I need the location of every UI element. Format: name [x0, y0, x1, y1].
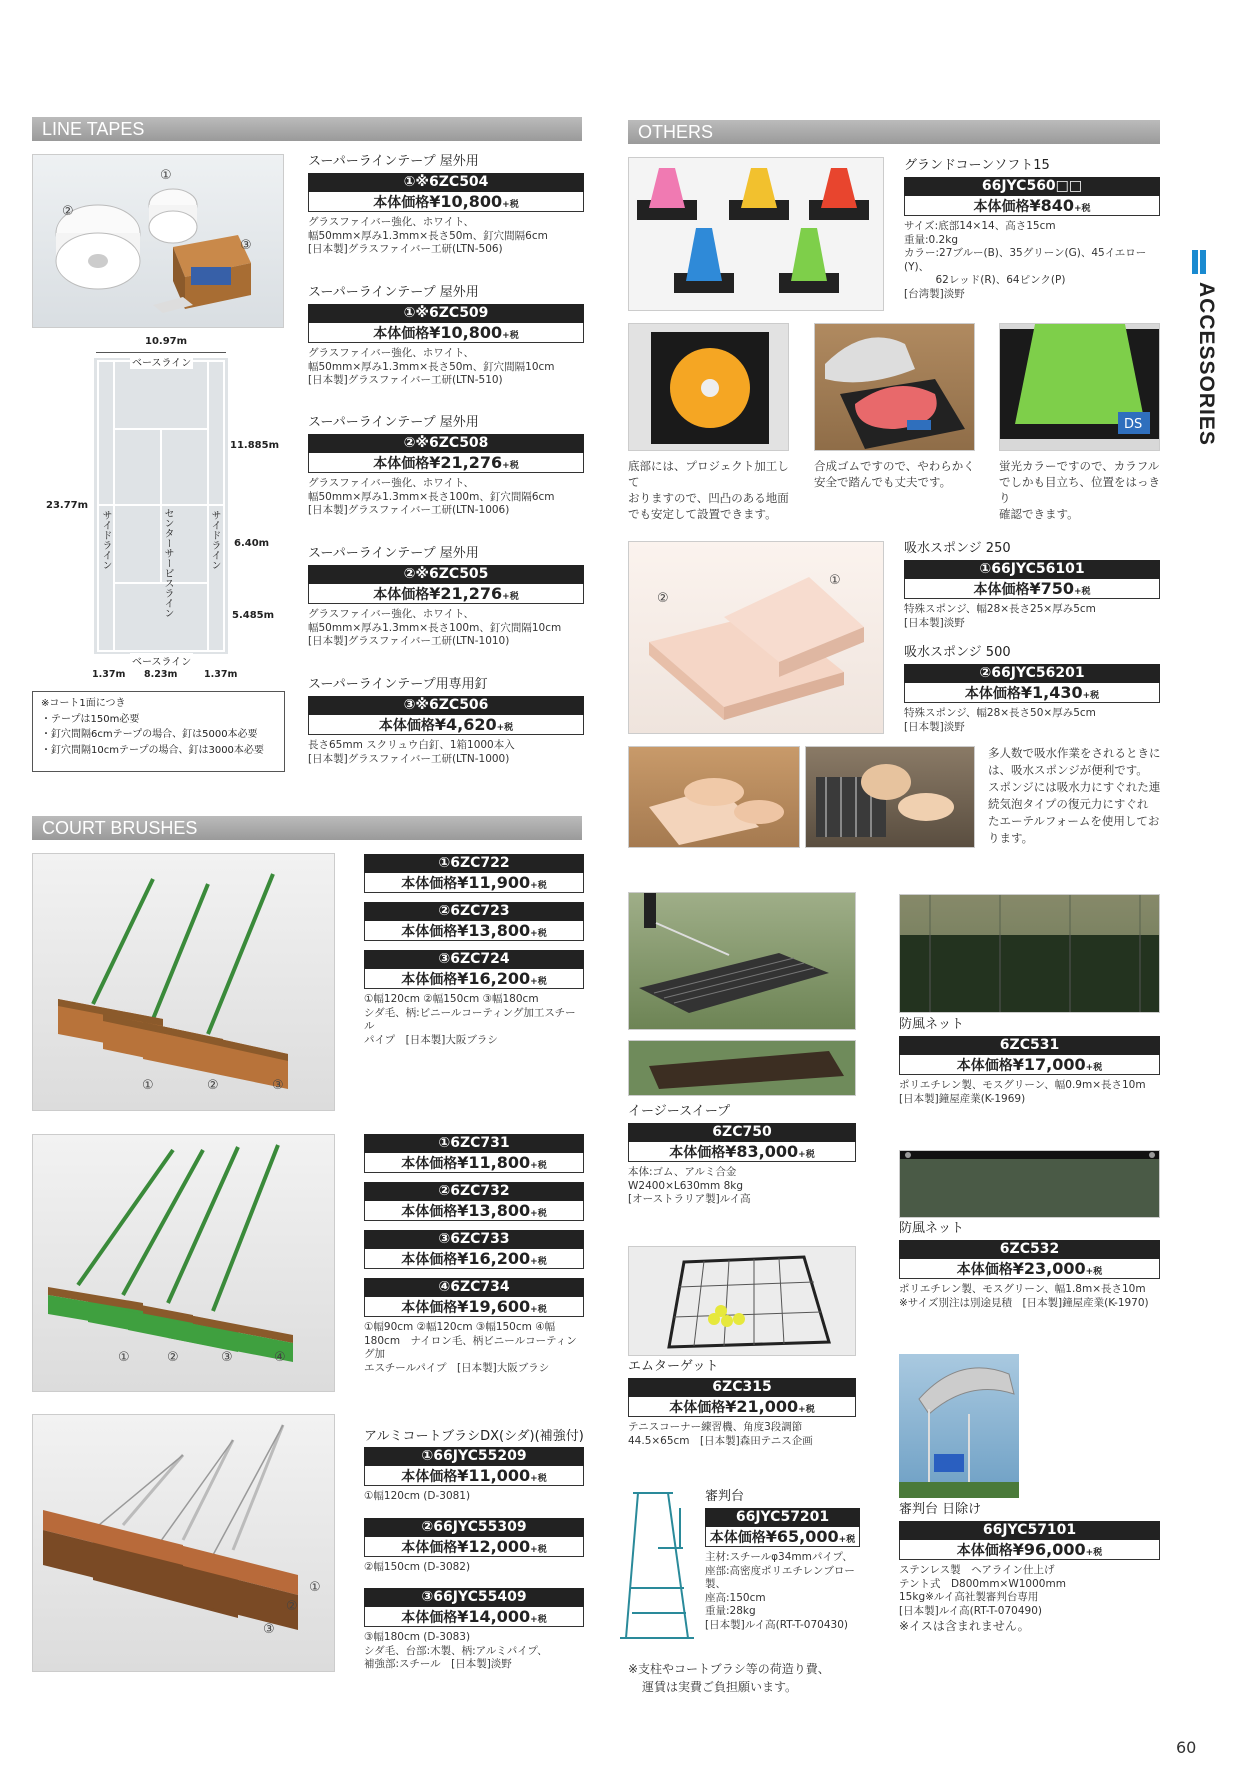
- product-price: 本体価格¥21,276+税: [308, 453, 584, 473]
- sponge-photo: [628, 541, 884, 734]
- cone-product: [904, 157, 1160, 301]
- brush1-label-1: ①: [142, 1078, 154, 1093]
- court-baseline-top: ベースライン: [130, 354, 193, 369]
- brush-photo-3: [32, 1414, 335, 1672]
- page-number: 60: [1176, 1738, 1197, 1757]
- product-code: ①※6ZC504: [308, 173, 584, 192]
- product-code: ②※6ZC508: [308, 434, 584, 453]
- brush2-label-2: ②: [167, 1350, 179, 1365]
- cone-caption-3: 蛍光カラーですので、カラフル でしかも目立ち、位置をはっきり 確認できます。: [999, 459, 1160, 521]
- line-tape-product-3: [308, 414, 584, 518]
- tab-marker-icon: [1192, 250, 1206, 274]
- product-desc: グラスファイバー強化、ホワイト、 幅50mm×厚み1.3mm×長さ50m、釘穴間隔6cm [日本製]グラスファイバー工研(LTN-506): [308, 216, 548, 255]
- sponge-label-1: ①: [829, 573, 841, 588]
- sweep-detail-photo: [628, 1040, 856, 1096]
- side-tab-label: ACCESSORIES: [1195, 282, 1218, 446]
- brush3-label-1: ①: [309, 1580, 321, 1595]
- brush-group3-prices: アルミコートブラシDX(シダ)(補強付) ①66JYC55209 本体価格¥11,000+税 ①幅120cm (D-3081) ②66JYC55309 本体価格¥12,000+税 ②幅150cm (D-3082) ③66JYC55409 本体価格¥14,000+税 ③幅180cm (D-3083) シダ毛、台部:木製、柄:アルミパイプ、 補強部:スチール [日本製]淡野: [364, 1429, 584, 1670]
- cone-caption-2: 合成ゴムですので、やわらかく 安全で踏んでも丈夫です。: [814, 459, 975, 489]
- product-code: ①※6ZC509: [308, 304, 584, 323]
- product-title: スーパーラインテープ 屋外用: [308, 154, 479, 169]
- brush2-label-3: ③: [221, 1350, 233, 1365]
- photo-label-2: ②: [62, 204, 74, 219]
- net-1-product: 防風ネット 6ZC531 本体価格¥17,000+税 ポリエチレン製、モスグリーン、幅0.9m×長さ10m [日本製]鐘屋産業(K-1969): [899, 1016, 1160, 1106]
- line-tape-product-4: [308, 545, 584, 649]
- brush-group2-prices: ①6ZC731 本体価格¥11,800+税 ②6ZC732 本体価格¥13,800+税 ③6ZC733 本体価格¥16,200+税 ④6ZC734 本体価格¥19,600+税 ①幅90cm ②幅120cm ③幅150cm ④幅 180cm ナイロン毛、柄ビニールコーティング加 エスチールパイプ [日本製]大阪ブラシ: [364, 1134, 584, 1375]
- net-2-photo: [899, 1150, 1160, 1218]
- product-code: 66JYC560□□: [904, 177, 1160, 196]
- court-bottom-2: 8.23m: [144, 669, 178, 680]
- product-code: ②※6ZC505: [308, 565, 584, 584]
- shipping-footnote: ※支柱やコートブラシ等の荷造り費、 運賃は実費ご負担願います。: [628, 1662, 830, 1694]
- product-desc: グラスファイバー強化、ホワイト、 幅50mm×厚み1.3mm×長さ100m、釘穴間隔6cm [日本製]グラスファイバー工研(LTN-1006): [308, 477, 555, 516]
- court-bottom-3: 1.37m: [204, 669, 238, 680]
- brush-group3-title: アルミコートブラシDX(シダ)(補強付): [364, 1429, 584, 1444]
- photo-label-1: ①: [160, 168, 172, 183]
- brush3-label-3: ③: [263, 1622, 275, 1637]
- net-2-product: 防風ネット 6ZC532 本体価格¥23,000+税 ポリエチレン製、モスグリーン、幅1.8m×長さ10m ※サイズ別注は別途見積 [日本製]鐘屋産業(K-1970): [899, 1220, 1160, 1310]
- product-title: スーパーラインテープ 屋外用: [308, 546, 479, 561]
- court-top-width: 10.97m: [145, 336, 188, 347]
- umpire-shade-product: 審判台 日除け 66JYC57101 本体価格¥96,000+税 ステンレス製 ヘアライン仕上げ テント式 D800mm×W1000mm 15kg※ルイ高社製審判台専用 [日本製]ルイ高(RT-T-070490) ※イスは含まれません。: [899, 1501, 1160, 1634]
- product-desc: グラスファイバー強化、ホワイト、 幅50mm×厚み1.3mm×長さ100m、釘穴間隔10cm [日本製]グラスファイバー工研(LTN-1010): [308, 608, 562, 647]
- brush3-label-2: ②: [286, 1599, 298, 1614]
- product-title: グランドコーンソフト15: [904, 158, 1050, 173]
- brush-photo-2: [32, 1134, 335, 1392]
- product-price: 本体価格¥4,620+税: [308, 715, 584, 735]
- product-desc: グラスファイバー強化、ホワイト、 幅50mm×厚み1.3mm×長さ50m、釘穴間隔10cm [日本製]グラスファイバー工研(LTN-510): [308, 347, 555, 386]
- sweep-product: イージースイープ 6ZC750 本体価格¥83,000+税 本体:ゴム、アルミ合金 W2400×L630mm 8kg [オーストラリア製]ルイ高: [628, 1103, 856, 1207]
- section-header-others: OTHERS: [628, 120, 1160, 144]
- umpire-shade-photo: [899, 1354, 1019, 1498]
- brush-group1-desc: ①幅120cm ②幅150cm ③幅180cm シダ毛、柄:ビニールコーティング加工スチール パイプ [日本製]大阪ブラシ: [364, 993, 576, 1046]
- product-title: スーパーラインテープ用専用釘: [308, 677, 488, 692]
- court-sideline-left: サイドライン: [100, 510, 111, 570]
- product-title: スーパーラインテープ 屋外用: [308, 285, 479, 300]
- court-bottom-1: 1.37m: [92, 669, 126, 680]
- sponge-250-product: 吸水スポンジ 250 ①66JYC56101 本体価格¥750+税 特殊スポンジ、幅28×長さ25×厚み5cm [日本製]淡野: [904, 540, 1160, 630]
- product-price: 本体価格¥840+税: [904, 196, 1160, 216]
- umpire-chair-illustration: [618, 1488, 698, 1648]
- cone-step-photo: [814, 323, 975, 451]
- sponge-use-photo-1: [628, 746, 800, 848]
- court-left-height: 23.77m: [46, 500, 89, 511]
- brush1-label-2: ②: [207, 1078, 219, 1093]
- cone-color-photo: [999, 323, 1160, 451]
- section-header-court-brushes: COURT BRUSHES: [32, 816, 582, 840]
- court-sideline-right: サイドライン: [209, 510, 220, 570]
- cone-bottom-photo: [628, 323, 789, 451]
- sponge-label-2: ②: [657, 591, 669, 606]
- line-tape-product-5: [308, 676, 584, 766]
- target-photo: [628, 1246, 856, 1356]
- court-baseline-bottom: ベースライン: [130, 653, 193, 668]
- brush-photo-1: [32, 853, 335, 1111]
- product-desc: サイズ:底部14×14、高さ15cm 重量:0.2kg カラー:27ブルー(B)、35グリーン(G)、45イエロー(Y)、 62レッド(R)、64ピンク(P) [台湾製]淡野: [904, 220, 1147, 300]
- product-price: 本体価格¥10,800+税: [308, 192, 584, 212]
- photo-label-3: ③: [240, 238, 252, 253]
- product-title: スーパーラインテープ 屋外用: [308, 415, 479, 430]
- umpire-chair-product: 審判台 66JYC57201 本体価格¥65,000+税 主材:スチールφ34mmパイプ、 座部:高密度ポリエチレンブロー製、 座高:150cm 重量:28kg [日本製]ルイ高(RT-T-070430): [705, 1488, 860, 1632]
- sponge-use-photo-2: [805, 746, 975, 848]
- sweep-photo: [628, 892, 856, 1030]
- ds-logo: DS: [1124, 417, 1143, 432]
- sponge-usage-text: 多人数で吸水作業をされるときに は、吸水スポンジが便利です。 スポンジには吸水力にすぐれた連 続気泡タイプの復元力にすぐれ たエーテルフォームを使用してお ります。: [988, 746, 1161, 845]
- brush-group1-prices: ①6ZC722 本体価格¥11,900+税 ②6ZC723 本体価格¥13,800+税 ③6ZC724 本体価格¥16,200+税 ①幅120cm ②幅150cm ③幅180cm シダ毛、柄:ビニールコーティング加工スチール パイプ [日本製]大阪ブラシ: [364, 854, 584, 1047]
- line-tape-product-1: [308, 153, 584, 257]
- cone-caption-1: 底部には、プロジェクト加工して おりますので、凹凸のある地面 でも安定して設置できます。: [628, 459, 789, 521]
- court-right-top: 11.885m: [230, 440, 280, 451]
- brush2-label-4: ④: [274, 1350, 286, 1365]
- court-note-box: ※コート1面につき ・テープは150m必要 ・釘穴間隔6cmテープの場合、釘は5000本必要 ・釘穴間隔10cmテープの場合、釘は3000本必要: [32, 691, 285, 772]
- section-header-line-tapes: LINE TAPES: [32, 117, 582, 141]
- product-price: 本体価格¥21,276+税: [308, 584, 584, 604]
- cones-photo: [628, 157, 884, 311]
- net-1-photo: [899, 894, 1160, 1013]
- court-right-bottom: 5.485m: [232, 610, 275, 621]
- brush-group2-desc: ①幅90cm ②幅120cm ③幅150cm ④幅 180cm ナイロン毛、柄ビニールコーティング加 エスチールパイプ [日本製]大阪ブラシ: [364, 1321, 577, 1374]
- target-product: エムターゲット 6ZC315 本体価格¥21,000+税 テニスコーナー練習機、角度3段調節 44.5×65cm [日本製]森田テニス企画: [628, 1358, 856, 1448]
- product-desc: 長さ65mm スクリュウ白釘、1箱1000本入 [日本製]グラスファイバー工研(LTN-1000): [308, 739, 515, 765]
- court-right-mid: 6.40m: [234, 538, 270, 549]
- sponge-500-product: 吸水スポンジ 500 ②66JYC56201 本体価格¥1,430+税 特殊スポンジ、幅28×長さ50×厚み5cm [日本製]淡野: [904, 644, 1160, 734]
- brush2-label-1: ①: [118, 1350, 130, 1365]
- brush1-label-3: ③: [272, 1078, 284, 1093]
- court-center-line: センターサービスライン: [162, 508, 173, 618]
- product-code: ③※6ZC506: [308, 696, 584, 715]
- line-tape-product-2: [308, 284, 584, 388]
- product-price: 本体価格¥10,800+税: [308, 323, 584, 343]
